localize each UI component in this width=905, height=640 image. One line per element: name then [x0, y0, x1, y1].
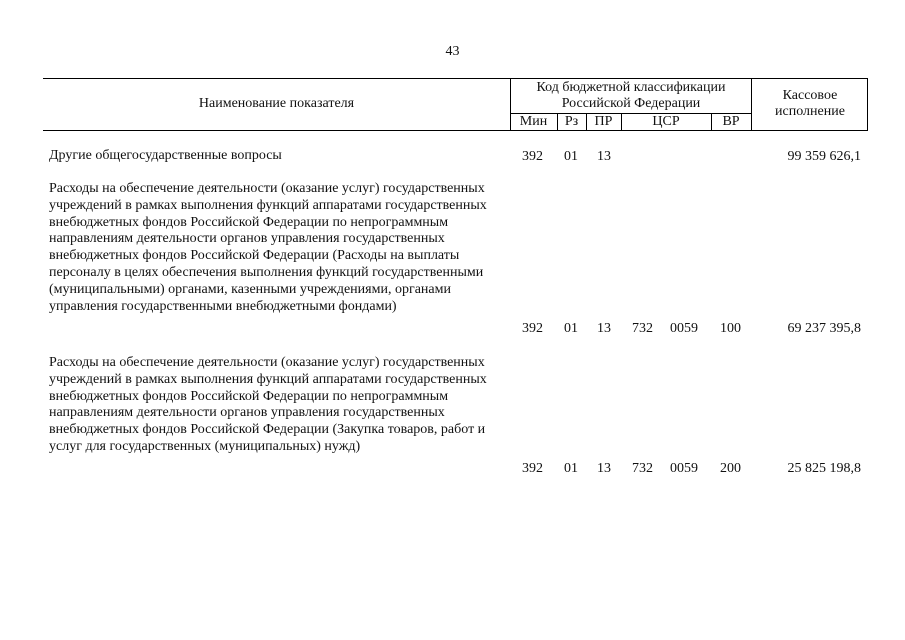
header-csr: ЦСР: [652, 114, 680, 129]
row-vr: 100: [720, 321, 741, 336]
row-amount: 69 237 395,8: [787, 321, 861, 336]
row-rz: 01: [564, 321, 578, 336]
row-name: Расходы на обеспечение деятельности (оказание услуг) государственных учреждений в рамках выполнения функций аппаратами государственных внебюджетных фондов Российской Федерации по непрограммным направлениям деятельности органов управления государственных внебюджетных фондов Российской Федерации (Расходы на выплаты персоналу в целях обеспечения выполнения функций государственными (муниципальными) органами, казенными учреждениями, органами управления государственными внебюджетными фондами): [49, 181, 487, 314]
row-pr: 13: [597, 321, 611, 336]
header-rz: Рз: [564, 114, 579, 129]
header-vr: ВР: [722, 114, 740, 129]
row-csr-part2: 0059: [670, 461, 698, 476]
row-pr: 13: [597, 461, 611, 476]
row-vr: 200: [720, 461, 741, 476]
row-csr-part1: 732: [632, 321, 653, 336]
row-min: 392: [522, 149, 543, 164]
table-header-bottom-border: [43, 130, 868, 131]
header-min: Мин: [519, 114, 548, 129]
row-name: Другие общегосударственные вопросы: [49, 148, 282, 163]
row-name: Расходы на обеспечение деятельности (оказание услуг) государственных учреждений в рамках выполнения функций аппаратами государственных внебюджетных фондов Российской Федерации по непрограммным направлениям деятельности органов управления государственных внебюджетных фондов Российской Федерации (Закупка товаров, работ и услуг для государственных (муниципальных) нужд): [49, 355, 487, 454]
table-top-border: [43, 78, 868, 79]
row-min: 392: [522, 461, 543, 476]
row-amount: 25 825 198,8: [787, 461, 861, 476]
row-rz: 01: [564, 461, 578, 476]
header-divider-amount: [867, 78, 868, 131]
row-csr-part2: 0059: [670, 321, 698, 336]
row-rz: 01: [564, 149, 578, 164]
header-name: Наименование показателя: [198, 96, 355, 111]
header-divider-code: [751, 78, 752, 131]
row-min: 392: [522, 321, 543, 336]
header-amount: Кассовое исполнение: [775, 88, 845, 119]
header-pr: ПР: [594, 114, 613, 129]
row-amount: 99 359 626,1: [787, 149, 861, 164]
header-code-group: Код бюджетной классификации Российской Федерации: [536, 80, 726, 111]
row-pr: 13: [597, 149, 611, 164]
row-csr-part1: 732: [632, 461, 653, 476]
page-number: 43: [445, 44, 460, 59]
